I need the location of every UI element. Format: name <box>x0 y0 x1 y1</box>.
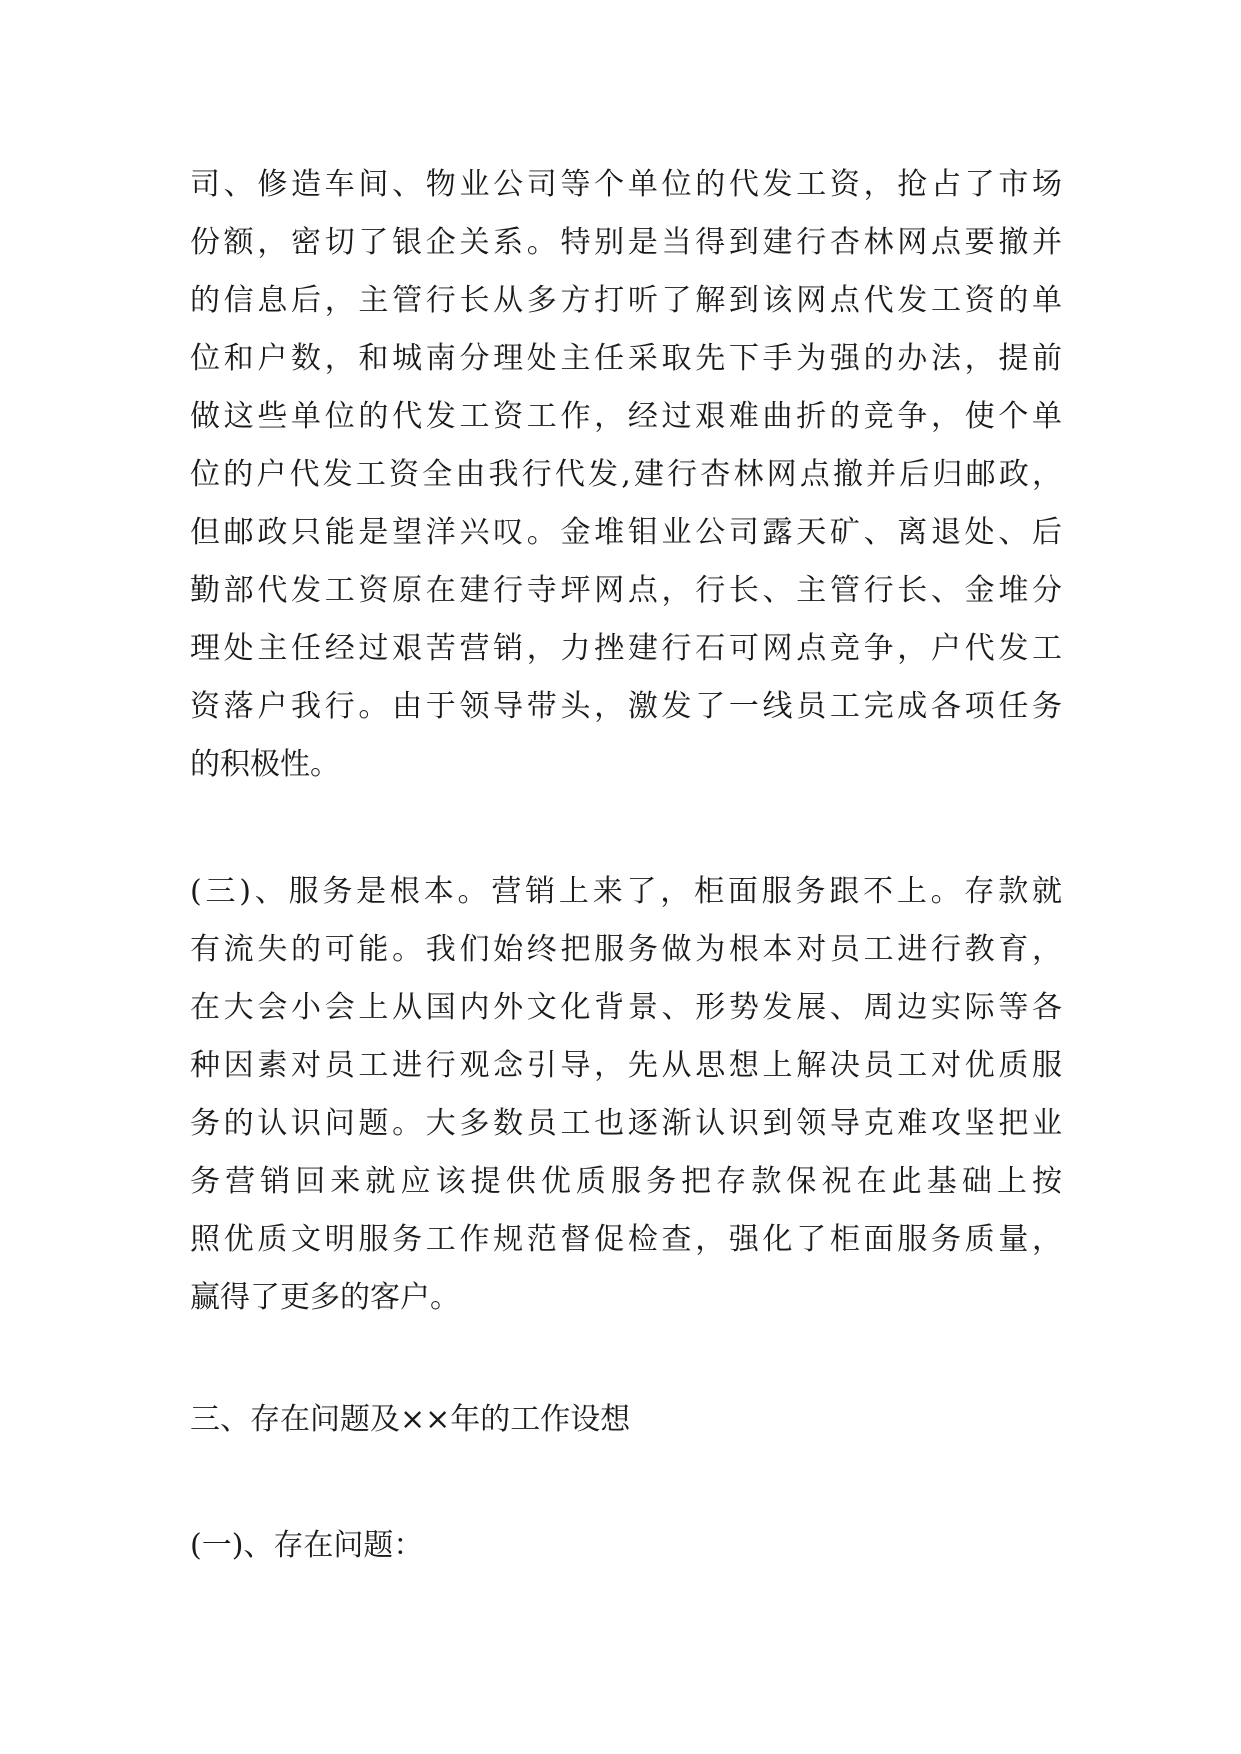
text-line: 份额，密切了银企关系。特别是当得到建行杏林网点要撤并 <box>190 225 1062 260</box>
text-line: 赢得了更多的客户。 <box>190 1280 460 1315</box>
text-line: 勤部代发工资原在建行寺坪网点，行长、主管行长、金堆分 <box>190 573 1062 608</box>
subheading-text: (一)、存在问题： <box>190 1528 424 1563</box>
text-line: 资落户我行。由于领导带头，激发了一线员工完成各项任务 <box>190 689 1062 724</box>
paragraph-gap <box>190 1449 1062 1517</box>
text-line: 但邮政只能是望洋兴叹。金堆钼业公司露天矿、离退处、后 <box>190 515 1062 550</box>
text-line: 有流失的可能。我们始终把服务做为根本对员工进行教育， <box>190 932 1062 967</box>
section-heading <box>190 1391 1062 1449</box>
heading-text: 三、存在问题及××年的工作设想 <box>190 1402 631 1437</box>
paragraph-gap <box>190 1327 1062 1391</box>
text-line: 照优质文明服务工作规范督促检查，强化了柜面服务质量， <box>190 1222 1062 1257</box>
text-line: 司、修造车间、物业公司等个单位的代发工资，抢占了市场 <box>190 167 1062 202</box>
subsection-heading <box>190 1517 1062 1575</box>
text-line: 的信息后，主管行长从多方打听了解到该网点代发工资的单 <box>190 283 1062 318</box>
paragraph-gap <box>190 794 1062 863</box>
text-line: 种因素对员工进行观念引导，先从思想上解决员工对优质服 <box>190 1048 1062 1083</box>
text-line: 理处主任经过艰苦营销，力挫建行石可网点竞争，户代发工 <box>190 631 1062 666</box>
paragraph-payroll-marketing <box>190 156 1062 794</box>
text-line: 做这些单位的代发工资工作，经过艰难曲折的竞争，使个单 <box>190 399 1062 434</box>
text-line: 位的户代发工资全由我行代发,建行杏林网点撤并后归邮政， <box>190 457 1062 492</box>
paragraph-service <box>190 863 1062 1327</box>
text-line: 的积极性。 <box>190 747 340 782</box>
text-line: 在大会小会上从国内外文化背景、形势发展、周边实际等各 <box>190 990 1062 1025</box>
text-line: 务的认识问题。大多数员工也逐渐认识到领导克难攻坚把业 <box>190 1106 1062 1141</box>
document-body <box>190 156 1062 1575</box>
text-line: 务营销回来就应该提供优质服务把存款保祝在此基础上按 <box>190 1164 1062 1199</box>
text-line: 位和户数，和城南分理处主任采取先下手为强的办法，提前 <box>190 341 1062 376</box>
text-line: (三)、服务是根本。营销上来了，柜面服务跟不上。存款就 <box>190 874 1062 909</box>
